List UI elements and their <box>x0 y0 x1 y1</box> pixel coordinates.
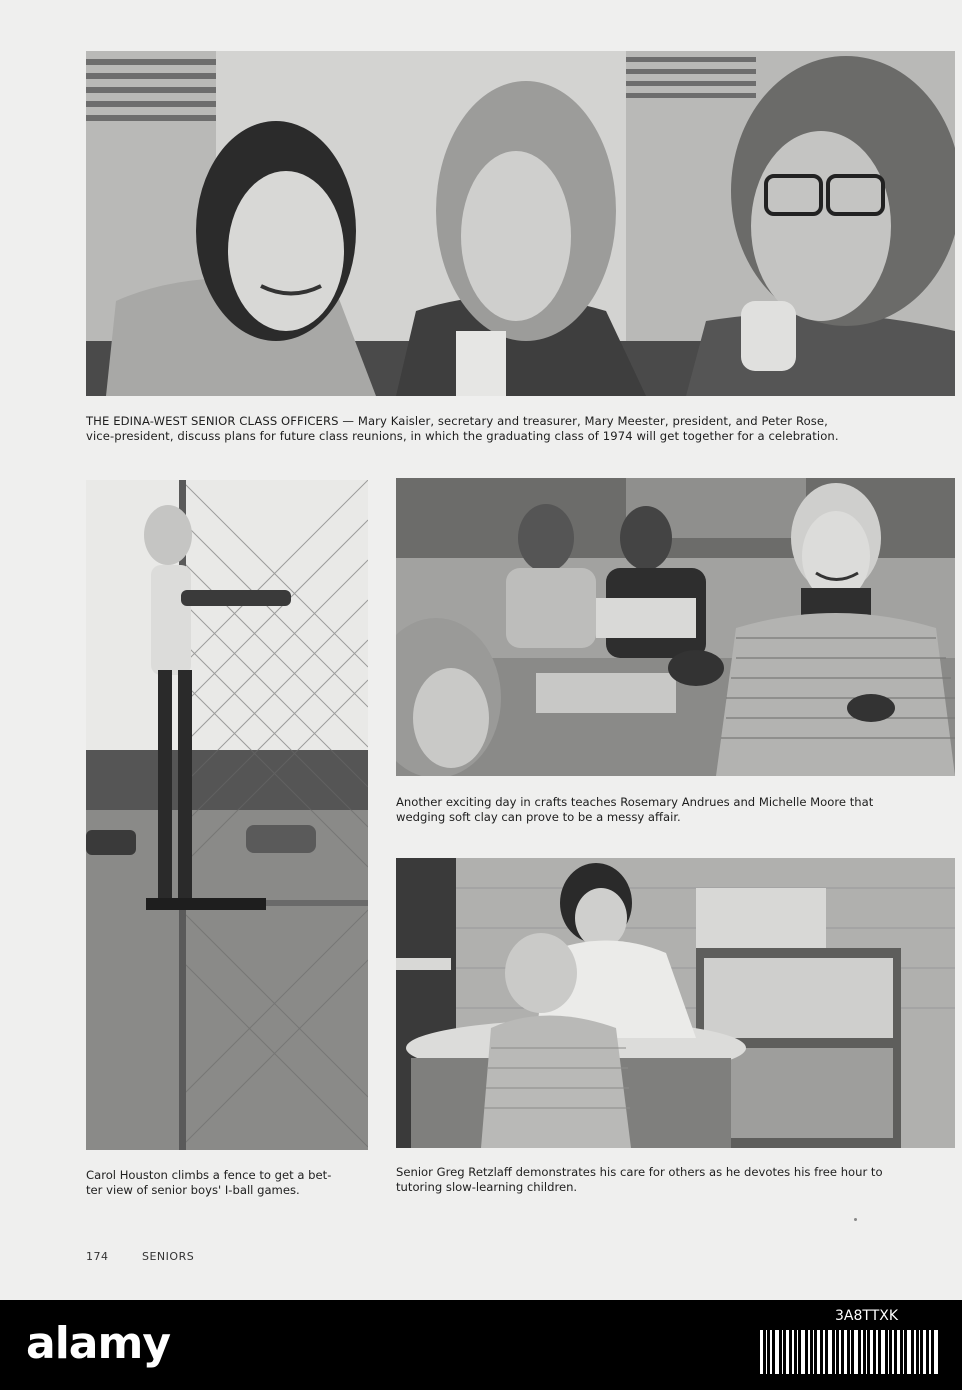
class-officers-caption-rest: — Mary Kaisler, secretary and treasurer, Mary Meester, president, and Peter Rose, <box>338 414 828 428</box>
class-officers-caption-line2: vice-president, discuss plans for future class reunions, in which the graduating class of 1974 will get together for a celebration. <box>86 429 839 443</box>
fence-climb-illustration <box>86 480 368 1150</box>
fence-climb-caption <box>86 1168 376 1198</box>
stock-image-id: 3A8TTXK <box>835 1308 899 1324</box>
fence-climb-caption-line1: Carol Houston climbs a fence to get a bet- <box>86 1168 332 1182</box>
dust-speck <box>854 1218 857 1221</box>
class-officers-caption-lead: THE EDINA-WEST SENIOR CLASS OFFICERS <box>86 414 339 428</box>
crafts-class-caption-line2: wedging soft clay can prove to be a messy affair. <box>396 810 681 824</box>
barcode-graphic <box>760 1330 940 1374</box>
tutoring-caption-line2: tutoring slow-learning children. <box>396 1180 578 1194</box>
crafts-class-caption <box>396 795 958 825</box>
crafts-class-illustration <box>396 478 955 776</box>
fence-climb-caption-line2: ter view of senior boys' I-ball games. <box>86 1183 300 1197</box>
page-number: 174 <box>86 1250 109 1263</box>
class-officers-illustration <box>86 51 955 396</box>
class-officers-caption <box>86 414 958 444</box>
crafts-class-photo <box>396 478 955 776</box>
fence-climb-photo <box>86 480 368 1150</box>
tutoring-caption <box>396 1165 958 1195</box>
stock-logo: alamy <box>26 1318 170 1369</box>
class-officers-photo <box>86 51 955 396</box>
crafts-class-caption-line1: Another exciting day in crafts teaches Rosemary Andrues and Michelle Moore that <box>396 795 874 809</box>
tutoring-photo <box>396 858 955 1148</box>
section-label: SENIORS <box>142 1250 195 1263</box>
tutoring-caption-line1: Senior Greg Retzlaff demonstrates his care for others as he devotes his free hour to <box>396 1165 883 1179</box>
tutoring-illustration <box>396 858 955 1148</box>
